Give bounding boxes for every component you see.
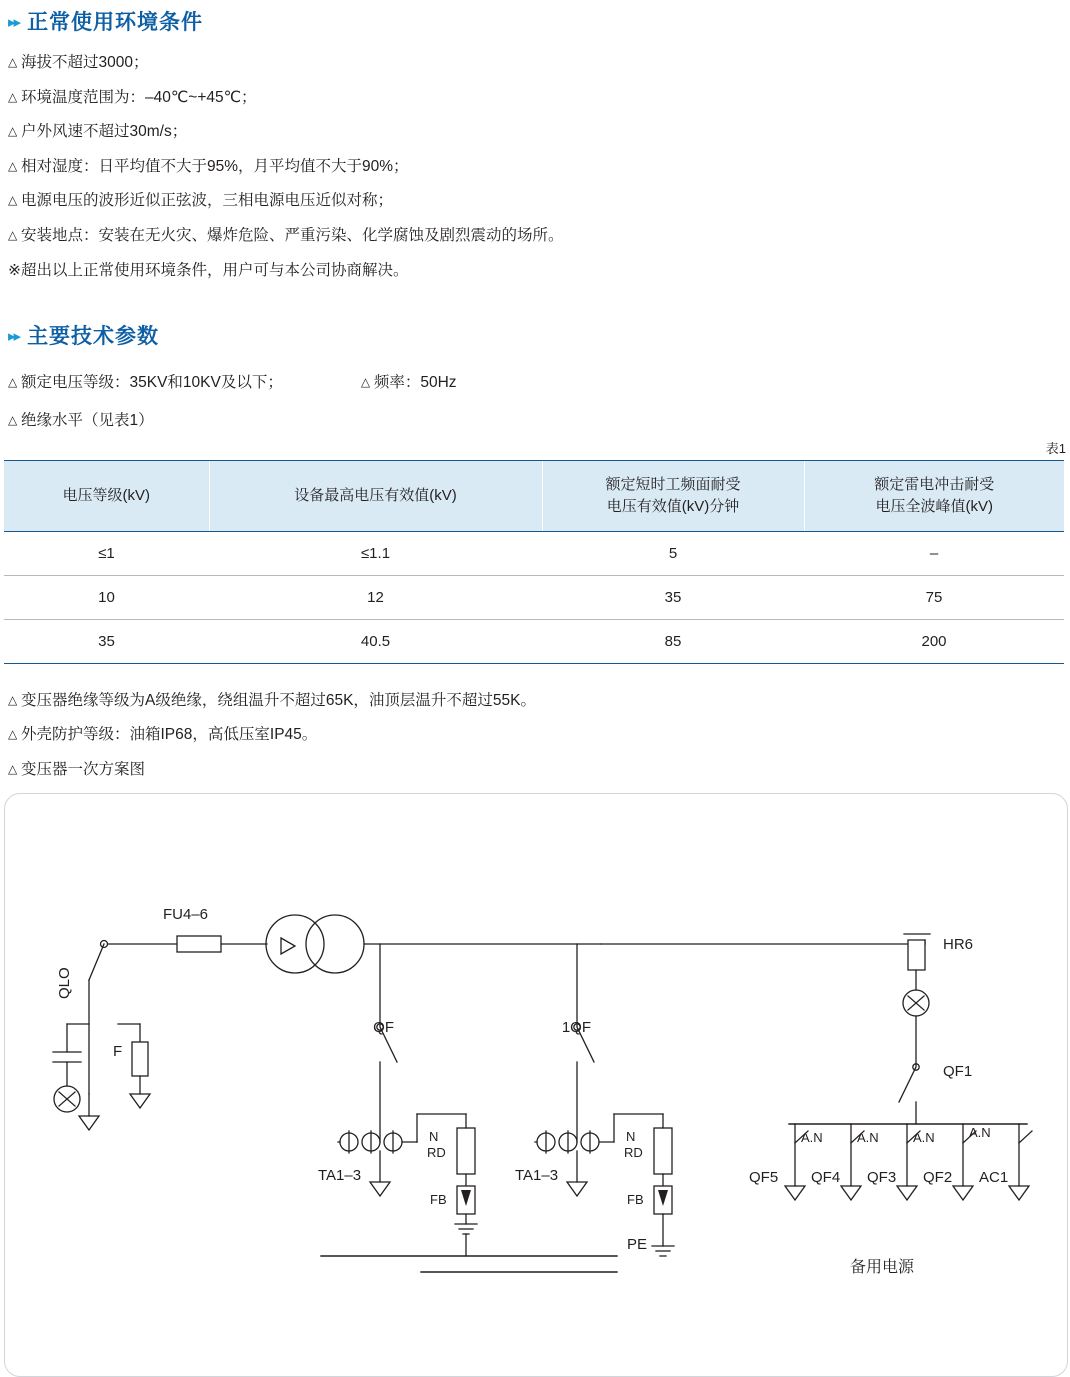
label-n-left: N [429,1129,439,1145]
cell-power-frequency: 5 [542,531,804,575]
label-qf3: QF3 [867,1169,897,1187]
parameter-frequency-label: 频率：50Hz [373,374,457,392]
list-item [8,726,1070,745]
fuse-box-icon [132,1042,148,1076]
list-item-label: 安装地点：安装在无火灾、爆炸危险、严重污染、化学腐蚀及剧烈震动的场所。 [21,226,564,244]
label-an-3: A.N [913,1130,935,1146]
list-item [8,692,1070,711]
section-title-parameters: 主要技术参数 [27,325,160,349]
cell-lightning-impulse: 75 [804,575,1064,619]
current-transformer-group-left [338,1131,417,1153]
hr6-arrester-icon [904,934,930,990]
label-pe: PE [627,1236,648,1254]
parameter-voltage-label: 额定电压等级：35KV和10KV及以下； [21,374,283,392]
list-item [8,227,1070,246]
column-header-voltage-class: 电压等级(kV) [4,461,209,532]
parameter-insulation-row [0,408,1070,430]
cell-voltage-class: ≤1 [4,531,209,575]
current-transformer-group-right [535,1131,614,1153]
table-header-row [4,461,1064,532]
label-f: F [113,1043,123,1061]
label-fb-left: FB [430,1192,447,1208]
triangle-bullet-icon: △ [360,375,371,390]
triangle-bullet-icon: △ [8,55,18,69]
label-an-1: A.N [801,1130,823,1146]
transformer-primary-scheme-diagram [4,793,1068,1377]
triangle-bullet-icon: △ [8,193,18,208]
arrow-marker-icon: ▸▸ [8,327,20,345]
list-item-label: 海拔不超过3000； [21,54,149,71]
cell-voltage-class: 35 [4,619,209,663]
column-header-lightning-impulse-withstand [804,461,1064,532]
list-item-label: 变压器绝缘等级为A级绝缘，绕组温升不超过65K，油顶层温升不超过55K。 [21,691,536,709]
list-item [8,54,1070,73]
table-row [4,531,1064,575]
table-caption: 表1 [1045,441,1066,457]
triangle-bullet-icon: △ [8,375,18,390]
list-item-label: 电源电压的波形近似正弦波，三相电源电压近似对称； [21,192,394,210]
list-item-label: 相对湿度：日平均值不大于95%，月平均值不大于90%； [21,157,409,175]
triangle-bullet-icon: △ [8,727,18,742]
list-item-label: 外壳防护等级：油箱IP68，高低压室IP45。 [21,726,318,744]
list-item-label: 变压器一次方案图 [21,760,146,778]
label-n-right: N [626,1129,636,1145]
table-row [4,575,1064,619]
list-item-label: 户外风速不超过30m/s； [21,123,188,141]
cell-lightning-impulse: 200 [804,619,1064,663]
list-item [8,89,1070,108]
label-ta-right: TA1–3 [515,1167,559,1185]
parameter-insulation-label: 绝缘水平（见表1） [21,412,154,430]
ground-triangle-icon [130,1094,150,1108]
cell-lightning-impulse: – [804,531,1064,575]
label-hr6: HR6 [943,936,974,954]
triangle-bullet-icon: △ [8,158,18,173]
label-fu: FU4–6 [163,906,209,924]
label-an-4: A.N [969,1125,991,1141]
cell-max-equipment-voltage: ≤1.1 [209,531,542,575]
section-header-environment [0,0,1070,36]
column-header-line1: 额定雷电冲击耐受 [874,476,995,494]
label-backup-supply: 备用电源 [850,1259,915,1277]
column-header-line2: 电压有效值(kV)分钟 [606,497,740,515]
label-an-2: A.N [857,1130,879,1146]
triangle-bullet-icon: △ [8,413,18,428]
column-header-max-equipment-voltage: 设备最高电压有效值(kV) [209,461,542,532]
list-item-label: 环境温度范围为：–40℃~+45℃； [21,88,257,106]
triangle-bullet-icon: △ [8,124,18,139]
environment-condition-list [0,54,1070,246]
post-table-notes [0,692,1070,780]
transformer-winding-icon [266,915,324,973]
diagram-svg [5,794,1067,1376]
label-rd-left: RD [427,1145,446,1161]
list-item [8,761,1070,780]
cell-power-frequency: 85 [542,619,804,663]
label-qf2: QF2 [923,1169,953,1187]
list-item [8,123,1070,142]
triangle-bullet-icon: △ [8,761,18,776]
transformer-winding-icon [306,915,364,973]
arrow-marker-icon: ▸▸ [8,13,20,31]
column-header-line2: 电压全波峰值(kV) [875,497,993,515]
ground-triangle-icon [79,1116,99,1130]
resistor-symbol-icon [654,1128,672,1174]
column-header-line1: 额定短时工频面耐受 [605,476,741,494]
triangle-bullet-icon: △ [8,227,18,242]
list-item [8,192,1070,211]
resistor-symbol-icon [457,1128,475,1174]
label-qlo: QLO [56,967,73,1000]
cell-power-frequency: 35 [542,575,804,619]
label-ac1: AC1 [979,1169,1009,1187]
fuse-symbol-icon [177,936,221,952]
parameter-voltage-frequency-row [0,370,1070,392]
label-ta-left: TA1–3 [318,1167,362,1185]
column-header-power-frequency-withstand [542,461,804,532]
label-fb-right: FB [627,1192,644,1208]
label-qf: QF [373,1019,394,1037]
label-qf5: QF5 [749,1169,779,1187]
cell-max-equipment-voltage: 40.5 [209,619,542,663]
section-title-environment: 正常使用环境条件 [27,11,204,34]
ground-triangle-icon [567,1182,587,1196]
list-item [8,158,1070,177]
label-rd-right: RD [624,1145,643,1161]
label-qf1: QF1 [943,1063,973,1081]
label-qf4: QF4 [811,1169,841,1187]
triangle-bullet-icon: △ [8,89,18,104]
table-row [4,619,1064,663]
triangle-bullet-icon: △ [8,692,18,707]
label-1qf: 1QF [561,1019,591,1037]
cell-voltage-class: 10 [4,575,209,619]
section-header-parameters [0,320,1070,350]
cell-max-equipment-voltage: 12 [209,575,542,619]
ground-triangle-icon [370,1182,390,1196]
environment-note: ※超出以上正常使用环境条件，用户可与本公司协商解决。 [8,261,409,279]
insulation-level-table [4,460,1064,664]
